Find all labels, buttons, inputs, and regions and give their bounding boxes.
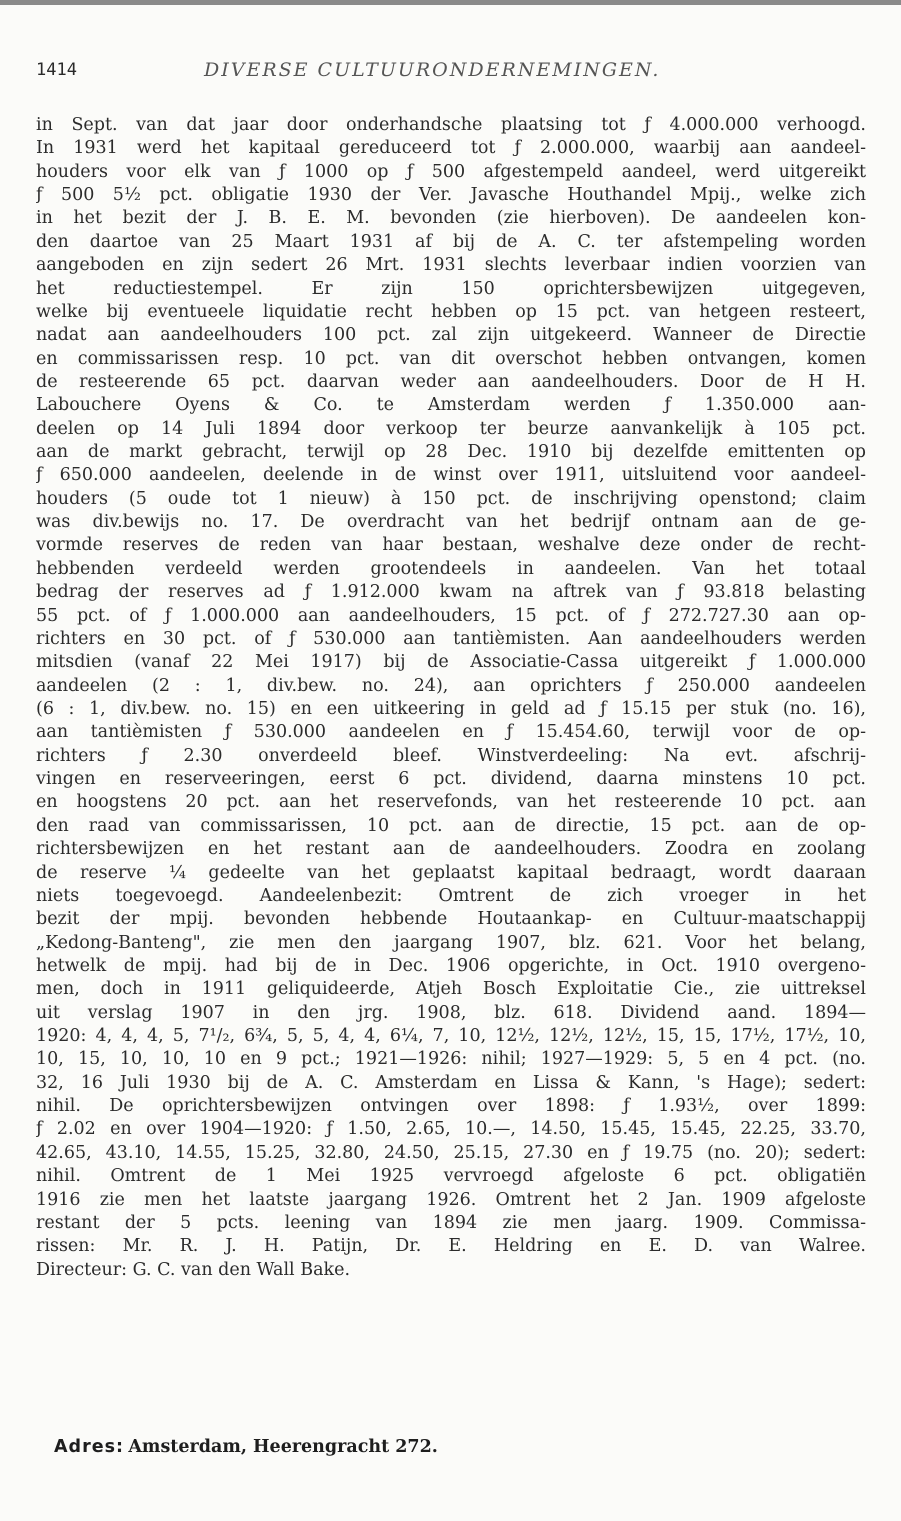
text-line: (6 : 1, div.bew. no. 15) en een uitkeering in geld ad ƒ 15.15 per stuk (no. 16), [36, 698, 866, 719]
text-line: aangeboden en zijn sedert 26 Mrt. 1931 slechts leverbaar indien voorzien van [36, 255, 866, 276]
text-line: in het bezit der J. B. E. M. bevonden (zie hierboven). De aandeelen kon- [36, 208, 866, 229]
text-line: houders (5 oude tot 1 nieuw) à 150 pct. de inschrijving openstond; claim [36, 488, 866, 509]
text-line: welke bij eventueele liquidatie recht hebben op 15 pct. van hetgeen resteert, [36, 301, 866, 322]
text-line: richters en 30 pct. of ƒ 530.000 aan tantièmisten. Aan aandeelhouders werden [36, 628, 866, 649]
text-line: 1916 zie men het laatste jaargang 1926. Omtrent het 2 Jan. 1909 afgeloste [36, 1189, 866, 1210]
text-line: ƒ 500 5½ pct. obligatie 1930 der Ver. Javasche Houthandel Mpij., welke zich [36, 185, 866, 206]
text-line: nihil. De oprichtersbewijzen ontvingen over 1898: ƒ 1.93½, over 1899: [36, 1096, 866, 1117]
text-line: en hoogstens 20 pct. aan het reservefonds, van het resteerende 10 pct. aan [36, 792, 866, 813]
text-line: het reductiestempel. Er zijn 150 oprichtersbewijzen uitgegeven, [36, 278, 866, 299]
text-line: hetwelk de mpij. had bij de in Dec. 1906 opgerichte, in Oct. 1910 overgeno- [36, 955, 866, 976]
text-line: uit verslag 1907 in den jrg. 1908, blz. 618. Dividend aand. 1894— [36, 1002, 866, 1023]
text-line: was div.bewijs no. 17. De overdracht van het bedrijf ontnam aan de ge- [36, 512, 866, 533]
text-line: den daartoe van 25 Maart 1931 af bij de A. C. ter afstempeling worden [36, 231, 866, 252]
text-line: Labouchere Oyens & Co. te Amsterdam werden ƒ 1.350.000 aan- [36, 395, 866, 416]
text-line: de reserve ¼ gedeelte van het geplaatst kapitaal bedraagt, wordt daaraan [36, 862, 866, 883]
address-value: Amsterdam, Heerengracht 272. [128, 1437, 438, 1457]
text-line: richtersbewijzen en het restant aan de aandeelhouders. Zoodra en zoolang [36, 839, 866, 860]
text-line: men, doch in 1911 geliquideerde, Atjeh Bosch Exploitatie Cie., zie uittreksel [36, 979, 866, 1000]
text-line: 42.65, 43.10, 14.55, 15.25, 32.80, 24.50, 25.15, 27.30 en ƒ 19.75 (no. 20); sedert: [36, 1142, 866, 1163]
text-line: bedrag der reserves ad ƒ 1.912.000 kwam na aftrek van ƒ 93.818 belasting [36, 582, 866, 603]
text-line: aan de markt gebracht, terwijl op 28 Dec. 1910 bij dezelfde emittenten op [36, 442, 866, 463]
text-line: nadat aan aandeelhouders 100 pct. zal zijn uitgekeerd. Wanneer de Directie [36, 325, 866, 346]
text-line: ƒ 2.02 en over 1904—1920: ƒ 1.50, 2.65, 10.—, 14.50, 15.45, 15.45, 22.25, 33.70, [36, 1119, 866, 1140]
address-label: Adres: [54, 1437, 124, 1457]
text-line: In 1931 werd het kapitaal gereduceerd tot ƒ 2.000.000, waarbij aan aandeel- [36, 138, 866, 159]
text-line: 1920: 4, 4, 4, 5, 7¹/₂, 6¾, 5, 5, 4, 4, 6¼, 7, 10, 12½, 12½, 12½, 15, 15, 17½, 17½, 10, [36, 1026, 866, 1047]
text-line: richters ƒ 2.30 onverdeeld bleef. Winstverdeeling: Na evt. afschrij- [36, 745, 866, 766]
text-line: restant der 5 pcts. leening van 1894 zie men jaarg. 1909. Commissa- [36, 1212, 866, 1233]
scan-top-edge [0, 0, 901, 5]
text-line: vingen en reserveeringen, eerst 6 pct. dividend, daarna minstens 10 pct. [36, 769, 866, 790]
page-number: 1414 [36, 60, 77, 80]
text-line: en commissarissen resp. 10 pct. van dit overschot hebben ontvangen, komen [36, 348, 866, 369]
text-line: mitsdien (vanaf 22 Mei 1917) bij de Associatie-Cassa uitgereikt ƒ 1.000.000 [36, 652, 866, 673]
text-line: deelen op 14 Juli 1894 door verkoop ter beurze aanvankelijk à 105 pct. [36, 418, 866, 439]
text-line: 10, 15, 10, 10, 10 en 9 pct.; 1921—1926: nihil; 1927—1929: 5, 5 en 4 pct. (no. [36, 1049, 866, 1070]
address-line [54, 1434, 438, 1458]
text-line: 55 pct. of ƒ 1.000.000 aan aandeelhouders, 15 pct. of ƒ 272.727.30 aan op- [36, 605, 866, 626]
text-line: nihil. Omtrent de 1 Mei 1925 vervroegd afgeloste 6 pct. obligatiën [36, 1166, 866, 1187]
text-line: de resteerende 65 pct. daarvan weder aan aandeelhouders. Door de H H. [36, 371, 866, 392]
text-line: in Sept. van dat jaar door onderhandsche plaatsing tot ƒ 4.000.000 verhoogd. [36, 115, 866, 135]
text-line: rissen: Mr. R. J. H. Patijn, Dr. E. Heldring en E. D. van Walree. [36, 1236, 866, 1257]
text-line: „Kedong-Banteng", zie men den jaargang 1907, blz. 621. Voor het belang, [36, 932, 866, 953]
body-text [36, 114, 866, 1282]
text-line: vormde reserves de reden van haar bestaan, weshalve deze onder de recht- [36, 535, 866, 556]
running-head [36, 60, 866, 90]
text-line: ƒ 650.000 aandeelen, deelende in de winst over 1911, uitsluitend voor aandeel- [36, 465, 866, 486]
running-head-title: DIVERSE CULTUURONDERNEMINGEN. [204, 59, 661, 81]
text-line: niets toegevoegd. Aandeelenbezit: Omtrent de zich vroeger in het [36, 885, 866, 906]
text-line: Directeur: G. C. van den Wall Bake. [36, 1259, 351, 1280]
text-line: hebbenden verdeeld werden grootendeels in aandeelen. Van het totaal [36, 558, 866, 579]
text-line: aan tantièmisten ƒ 530.000 aandeelen en ƒ 15.454.60, terwijl voor de op- [36, 722, 866, 743]
text-line: houders voor elk van ƒ 1000 op ƒ 500 afgestempeld aandeel, werd uitgereikt [36, 161, 866, 182]
text-line: bezit der mpij. bevonden hebbende Houtaankap- en Cultuur-maatschappij [36, 909, 866, 930]
text-line: aandeelen (2 : 1, div.bew. no. 24), aan oprichters ƒ 250.000 aandeelen [36, 675, 866, 696]
text-line: den raad van commissarissen, 10 pct. aan de directie, 15 pct. aan de op- [36, 815, 866, 836]
text-line: 32, 16 Juli 1930 bij de A. C. Amsterdam en Lissa & Kann, 's Hage); sedert: [36, 1072, 866, 1093]
